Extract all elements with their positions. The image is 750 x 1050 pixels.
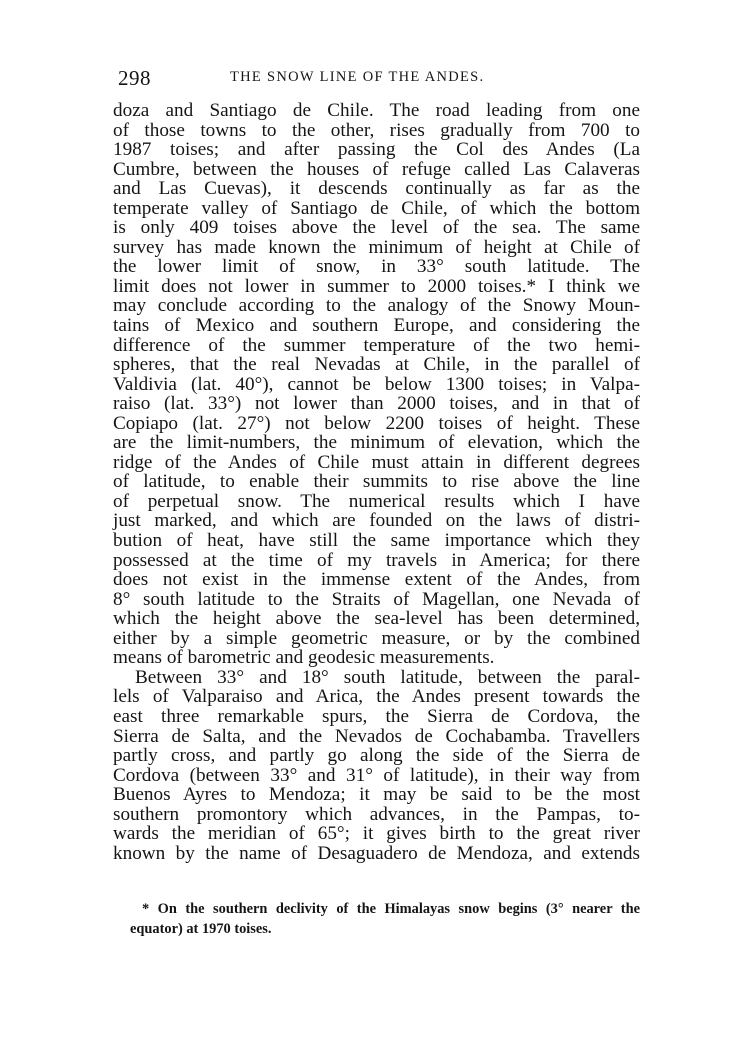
text-line: of those towns to the other, rises gradually from 700 to [113,119,640,141]
text-line: ridge of the Andes of Chile must attain in different degrees [113,451,640,473]
text-line: Cordova (between 33° and 31° of latitude), in their way from [113,764,640,786]
text-line: difference of the summer temperature of the two hemi- [113,334,640,356]
text-line: tains of Mexico and southern Europe, and considering the [113,315,640,337]
text-line: which the height above the sea-level has been determined, [113,608,640,630]
text-line: limit does not lower in summer to 2000 toises.* I think we [113,275,640,297]
text-line: doza and Santiago de Chile. The road leading from one [113,100,640,121]
body-text [113,101,640,863]
text-line: raiso (lat. 33°) not lower than 2000 toises, and in that of [113,393,640,415]
text-line: wards the meridian of 65°; it gives birth to the great river [113,823,640,845]
text-line: 1987 toises; and after passing the Col des Andes (La [113,139,640,161]
text-line: either by a simple geometric measure, or by the combined [113,627,640,649]
text-line: east three remarkable spurs, the Sierra de Cordova, the [113,705,640,727]
text-line: Copiapo (lat. 27°) not below 2200 toises of height. These [113,412,640,434]
text-line: spheres, that the real Nevadas at Chile, in the parallel of [113,354,640,376]
text-line: lels of Valparaiso and Arica, the Andes present towards the [113,686,640,708]
text-line: the lower limit of snow, in 33° south latitude. The [113,256,640,278]
page-number: 298 [118,66,151,90]
text-line: of latitude, to enable their summits to rise above the line [113,471,640,493]
text-line: may conclude according to the analogy of the Snowy Moun- [113,295,640,317]
running-title: THE SNOW LINE OF THE ANDES. [230,69,485,85]
paragraph-end-line: means of barometric and geodesic measurements. [113,647,495,669]
text-line: temperate valley of Santiago de Chile, of which the bottom [113,197,640,219]
footnote-line: equator) at 1970 toises. [130,921,272,937]
text-line: of perpetual snow. The numerical results which I have [113,490,640,512]
page-header [118,66,640,92]
text-line: partly cross, and partly go along the side of the Sierra de [113,745,640,767]
text-line: survey has made known the minimum of height at Chile of [113,236,640,258]
text-line: is only 409 toises above the level of the sea. The same [113,217,640,239]
text-line: Sierra de Salta, and the Nevados de Cochabamba. Travellers [113,725,640,747]
footnote [130,899,640,939]
text-line: southern promontory which advances, in the Pampas, to- [113,803,640,825]
text-line: just marked, and which are founded on the laws of distri- [113,510,640,532]
footnote-line: * On the southern declivity of the Himalayas snow begins (3° nearer the [142,901,640,917]
text-line: and Las Cuevas), it descends continually as far as the [113,178,640,200]
text-line: 8° south latitude to the Straits of Magellan, one Nevada of [113,588,640,610]
text-line: Cumbre, between the houses of refuge called Las Calaveras [113,158,640,180]
text-line: possessed at the time of my travels in America; for there [113,549,640,571]
text-line: bution of heat, have still the same importance which they [113,530,640,552]
text-line: known by the name of Desaguadero de Mendoza, and extends [113,842,640,864]
text-line: Valdivia (lat. 40°), cannot be below 1300 toises; in Valpa- [113,373,640,395]
paragraph-start-line: Between 33° and 18° south latitude, between the paral- [135,666,640,688]
text-line: are the limit-numbers, the minimum of elevation, which the [113,432,640,454]
text-line: Buenos Ayres to Mendoza; it may be said to be the most [113,784,640,806]
text-line: does not exist in the immense extent of the Andes, from [113,569,640,591]
